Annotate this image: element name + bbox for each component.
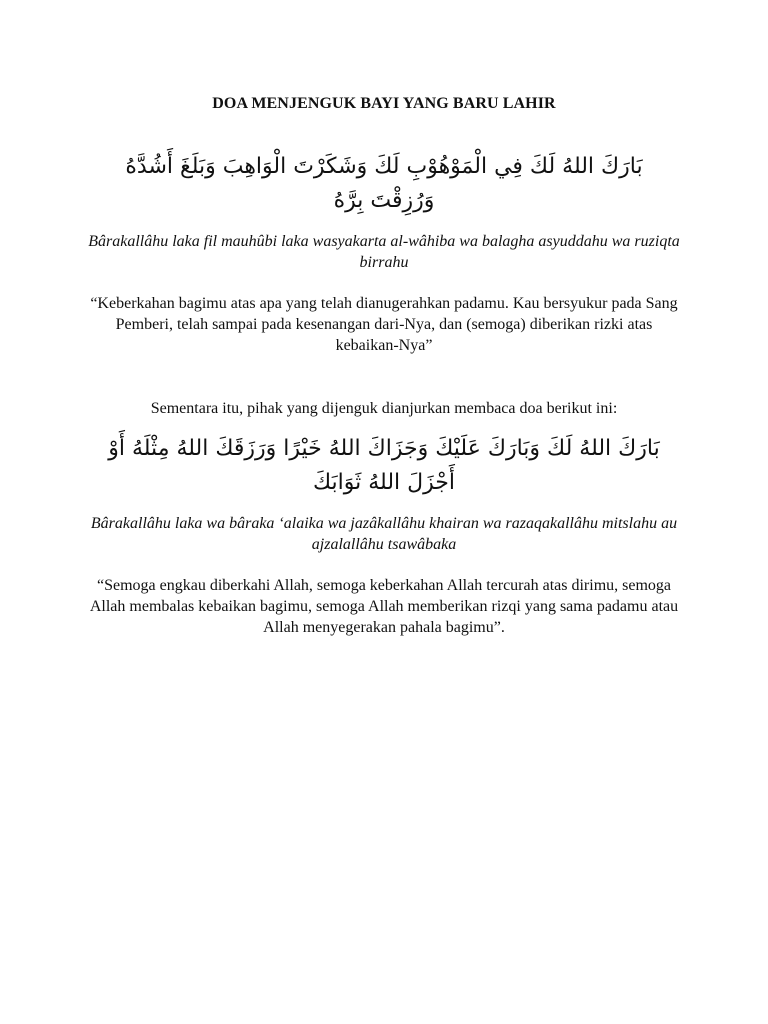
doa1-transliteration: Bârakallâhu laka fil mauhûbi laka wasyakarta al-wâhiba wa balagha asyuddahu wa ruziqta birrahu (88, 233, 680, 271)
doa2-arabic: بَارَكَ اللهُ لَكَ وَبَارَكَ عَلَيْكَ وَجَزَاكَ اللهُ خَيْرًا وَرَزَقَكَ اللهُ مِثْلَهُ أَوْ أَجْزَلَ اللهُ ثَوَابَكَ (108, 436, 660, 495)
intro-paragraph: Sementara itu, pihak yang dijenguk dianjurkan membaca doa berikut ini: (150, 400, 618, 417)
doa1-arabic: بَارَكَ اللهُ لَكَ فِي الْمَوْهُوْبِ لَكَ وَشَكَرْتَ الْوَاهِبَ وَبَلَغَ أَشُدَّهُ وَرُزِقْتَ بِرَّهُ (125, 154, 643, 213)
doa2-transliteration: Bârakallâhu laka wa bâraka ‘alaika wa jazâkallâhu khairan wa razaqakallâhu mitslahu au ajzalallâhu tsawâbaka (90, 515, 678, 553)
doa2-meaning: “Semoga engkau diberkahi Allah, semoga keberkahan Allah tercurah atas dirimu, semoga Allah membalas kebaikan bagimu, semoga Allah memberikan rizqi yang sama padamu atau Allah menyegerakan pahala bagimu”. (89, 577, 679, 636)
document-title: DOA MENJENGUK BAYI YANG BARU LAHIR (212, 95, 556, 112)
doa1-meaning: “Keberkahan bagimu atas apa yang telah dianugerahkan padamu. Kau bersyukur pada Sang Pemberi, telah sampai pada kesenangan dari-Nya, dan (semoga) diberikan rizki atas kebaikan-Nya” (90, 295, 678, 354)
